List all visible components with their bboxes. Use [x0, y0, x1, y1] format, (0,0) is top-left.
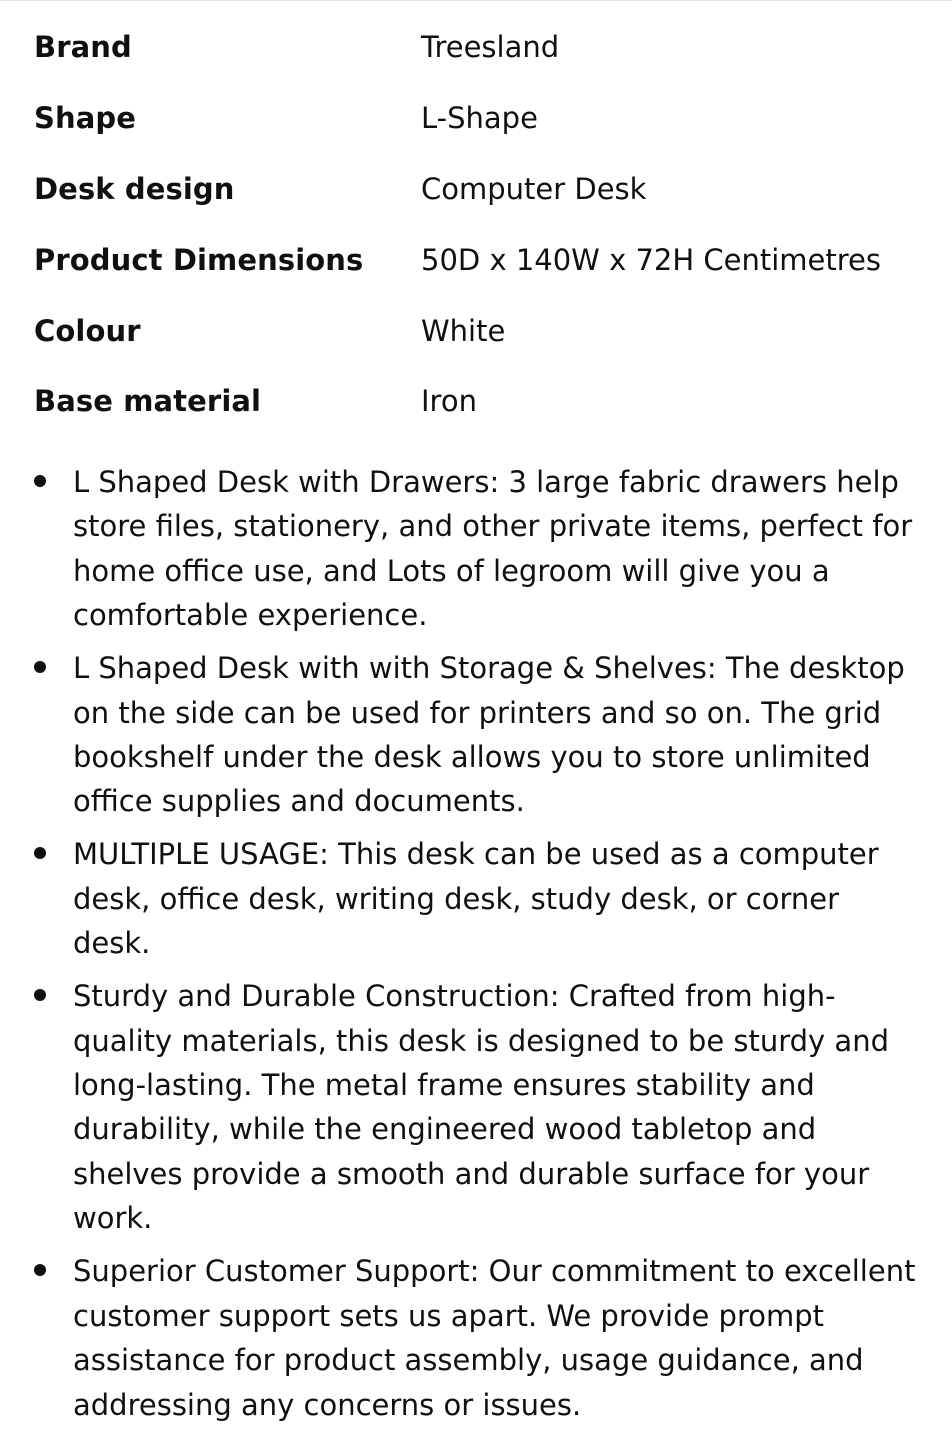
feature-bullet-text: Sturdy and Durable Construction: Crafted from high-quality materials, this desk is designed to be sturdy and long-lasting. The metal frame ensures stability and durability, while the engineered wood tabletop and shelves provide a smooth and durable surface for your work.	[73, 979, 889, 1236]
spec-row-desk-design	[34, 154, 934, 225]
feature-bullet-text: L Shaped Desk with Drawers: 3 large fabric drawers help store files, stationery, and other private items, perfect for home office use, and Lots of legroom will give you a comfortable experience.	[73, 465, 913, 633]
feature-bullet	[0, 1249, 952, 1427]
bullet-dot-icon	[34, 989, 46, 1001]
spec-value: Treesland	[421, 30, 560, 65]
bullet-dot-icon	[34, 661, 46, 673]
product-specs-table	[34, 12, 934, 437]
top-divider	[0, 0, 952, 1]
feature-bullet	[0, 832, 952, 965]
bullet-dot-icon	[34, 1264, 46, 1276]
spec-value: White	[421, 313, 506, 348]
spec-label: Shape	[34, 101, 137, 136]
spec-label: Desk design	[34, 171, 235, 206]
spec-row-shape	[34, 83, 934, 154]
spec-value: Computer Desk	[421, 171, 647, 206]
feature-bullet-text: MULTIPLE USAGE: This desk can be used as a computer desk, office desk, writing desk, study desk, or corner desk.	[73, 837, 879, 961]
feature-bullet-text: Superior Customer Support: Our commitment to excellent customer support sets us apart. We provide prompt assistance for product assembly, usage guidance, and addressing any concerns or issues.	[73, 1254, 916, 1422]
feature-bullet	[0, 646, 952, 824]
spec-row-colour	[34, 295, 934, 366]
spec-label: Product Dimensions	[34, 242, 364, 277]
spec-value: Iron	[421, 384, 477, 419]
bullet-dot-icon	[34, 847, 46, 859]
feature-bullet	[0, 974, 952, 1240]
spec-row-brand	[34, 12, 934, 83]
spec-row-product-dimensions	[34, 224, 934, 295]
spec-value: 50D x 140W x 72H Centimetres	[421, 242, 881, 277]
spec-row-base-material	[34, 366, 934, 437]
feature-bullet-list	[0, 460, 952, 1436]
spec-label: Colour	[34, 313, 141, 348]
spec-value: L-Shape	[421, 101, 538, 136]
spec-label: Base material	[34, 384, 262, 419]
spec-label: Brand	[34, 30, 132, 65]
feature-bullet	[0, 460, 952, 638]
bullet-dot-icon	[34, 475, 46, 487]
feature-bullet-text: L Shaped Desk with with Storage & Shelves: The desktop on the side can be used for printers and so on. The grid bookshelf under the desk allows you to store unlimited office supplies and documents.	[73, 651, 905, 819]
